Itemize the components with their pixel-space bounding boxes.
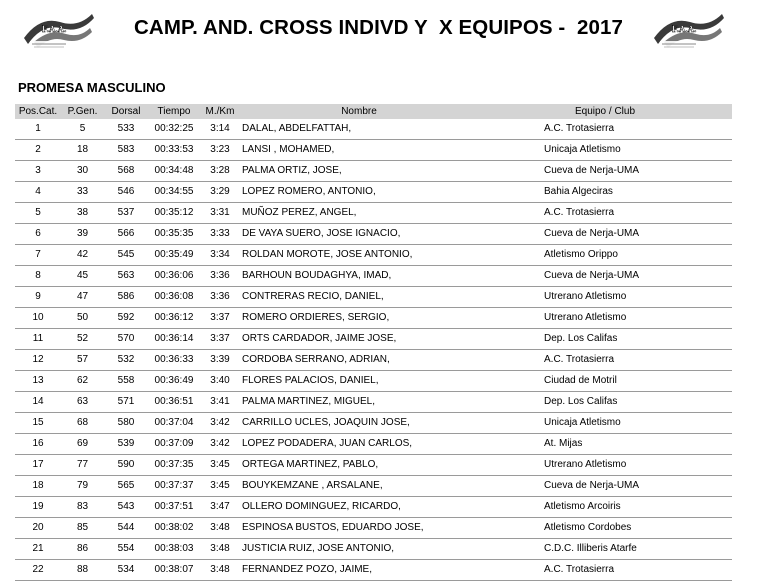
m-km-cell: 3:42 — [200, 413, 240, 434]
p-gen-cell: 77 — [61, 455, 104, 476]
dorsal-cell: 571 — [104, 392, 148, 413]
equipo-cell: A.C. Trotasierra — [478, 119, 732, 140]
tiempo-cell: 00:35:12 — [148, 203, 200, 224]
nombre-cell: DALAL, ABDELFATTAH, — [240, 119, 478, 140]
p-gen-cell: 38 — [61, 203, 104, 224]
tiempo-cell: 00:38:02 — [148, 518, 200, 539]
nombre-cell: FERNANDEZ POZO, JAIME, — [240, 560, 478, 581]
table-row — [15, 392, 732, 413]
m-km-cell: 3:48 — [200, 560, 240, 581]
equipo-cell: Bahia Algeciras — [478, 182, 732, 203]
tiempo-cell: 00:33:53 — [148, 140, 200, 161]
tiempo-cell: 00:36:12 — [148, 308, 200, 329]
table-row — [15, 182, 732, 203]
table-row — [15, 455, 732, 476]
tiempo-cell: 00:36:51 — [148, 392, 200, 413]
p-gen-cell: 18 — [61, 140, 104, 161]
dorsal-cell: 570 — [104, 329, 148, 350]
tiempo-cell: 00:36:49 — [148, 371, 200, 392]
dorsal-cell: 544 — [104, 518, 148, 539]
category-heading: PROMESA MASCULINO — [18, 80, 166, 95]
dorsal-cell: 592 — [104, 308, 148, 329]
pos-cat-cell: 19 — [15, 497, 61, 518]
nombre-cell: PALMA ORTIZ, JOSE, — [240, 161, 478, 182]
nombre-cell: ROLDAN MOROTE, JOSE ANTONIO, — [240, 245, 478, 266]
pos-cat-cell: 15 — [15, 413, 61, 434]
nombre-cell: LANSI , MOHAMED, — [240, 140, 478, 161]
header-nombre: Nombre — [240, 104, 478, 119]
p-gen-cell: 85 — [61, 518, 104, 539]
m-km-cell: 3:31 — [200, 203, 240, 224]
p-gen-cell: 30 — [61, 161, 104, 182]
dorsal-cell: 568 — [104, 161, 148, 182]
pos-cat-cell: 3 — [15, 161, 61, 182]
tiempo-cell: 00:36:14 — [148, 329, 200, 350]
m-km-cell: 3:42 — [200, 434, 240, 455]
m-km-cell: 3:29 — [200, 182, 240, 203]
pos-cat-cell: 22 — [15, 560, 61, 581]
table-row — [15, 161, 732, 182]
dorsal-cell: 586 — [104, 287, 148, 308]
p-gen-cell: 88 — [61, 560, 104, 581]
header-p-gen: P.Gen. — [61, 104, 104, 119]
m-km-cell: 3:37 — [200, 308, 240, 329]
equipo-cell: Utrerano Atletismo — [478, 308, 732, 329]
m-km-cell: 3:45 — [200, 455, 240, 476]
nombre-cell: CARRILLO UCLES, JOAQUIN JOSE, — [240, 413, 478, 434]
equipo-cell: Cueva de Nerja-UMA — [478, 224, 732, 245]
dorsal-cell: 545 — [104, 245, 148, 266]
dorsal-cell: 566 — [104, 224, 148, 245]
equipo-cell: Atletismo Arcoiris — [478, 497, 732, 518]
pos-cat-cell: 6 — [15, 224, 61, 245]
equipo-cell: Cueva de Nerja-UMA — [478, 476, 732, 497]
tiempo-cell: 00:32:25 — [148, 119, 200, 140]
faa-logo-right — [650, 8, 726, 54]
dorsal-cell: 539 — [104, 434, 148, 455]
m-km-cell: 3:36 — [200, 266, 240, 287]
table-row — [15, 539, 732, 560]
tiempo-cell: 00:37:35 — [148, 455, 200, 476]
m-km-cell: 3:40 — [200, 371, 240, 392]
table-row — [15, 434, 732, 455]
p-gen-cell: 45 — [61, 266, 104, 287]
nombre-cell: LOPEZ PODADERA, JUAN CARLOS, — [240, 434, 478, 455]
nombre-cell: BOUYKEMZANE , ARSALANE, — [240, 476, 478, 497]
nombre-cell: FLORES PALACIOS, DANIEL, — [240, 371, 478, 392]
table-row — [15, 203, 732, 224]
pos-cat-cell: 9 — [15, 287, 61, 308]
p-gen-cell: 86 — [61, 539, 104, 560]
pos-cat-cell: 17 — [15, 455, 61, 476]
p-gen-cell: 83 — [61, 497, 104, 518]
dorsal-cell: 534 — [104, 560, 148, 581]
tiempo-cell: 00:34:55 — [148, 182, 200, 203]
table-row — [15, 266, 732, 287]
equipo-cell: A.C. Trotasierra — [478, 203, 732, 224]
equipo-cell: Utrerano Atletismo — [478, 287, 732, 308]
table-row — [15, 308, 732, 329]
nombre-cell: BARHOUN BOUDAGHYA, IMAD, — [240, 266, 478, 287]
nombre-cell: LOPEZ ROMERO, ANTONIO, — [240, 182, 478, 203]
nombre-cell: CORDOBA SERRANO, ADRIAN, — [240, 350, 478, 371]
p-gen-cell: 42 — [61, 245, 104, 266]
p-gen-cell: 47 — [61, 287, 104, 308]
equipo-cell: Atletismo Orippo — [478, 245, 732, 266]
pos-cat-cell: 7 — [15, 245, 61, 266]
p-gen-cell: 79 — [61, 476, 104, 497]
tiempo-cell: 00:36:33 — [148, 350, 200, 371]
tiempo-cell: 00:37:04 — [148, 413, 200, 434]
m-km-cell: 3:47 — [200, 497, 240, 518]
pos-cat-cell: 12 — [15, 350, 61, 371]
table-row — [15, 497, 732, 518]
table-header-row — [15, 104, 732, 119]
equipo-cell: A.C. Trotasierra — [478, 560, 732, 581]
dorsal-cell: 554 — [104, 539, 148, 560]
table-row — [15, 518, 732, 539]
pos-cat-cell: 21 — [15, 539, 61, 560]
m-km-cell: 3:36 — [200, 287, 240, 308]
m-km-cell: 3:23 — [200, 140, 240, 161]
dorsal-cell: 565 — [104, 476, 148, 497]
m-km-cell: 3:14 — [200, 119, 240, 140]
tiempo-cell: 00:37:09 — [148, 434, 200, 455]
header-pos-cat: Pos.Cat. — [15, 104, 61, 119]
equipo-cell: Atletismo Cordobes — [478, 518, 732, 539]
p-gen-cell: 52 — [61, 329, 104, 350]
dorsal-cell: 590 — [104, 455, 148, 476]
equipo-cell: Ciudad de Motril — [478, 371, 732, 392]
equipo-cell: Unicaja Atletismo — [478, 140, 732, 161]
nombre-cell: DE VAYA SUERO, JOSE IGNACIO, — [240, 224, 478, 245]
tiempo-cell: 00:37:51 — [148, 497, 200, 518]
dorsal-cell: 537 — [104, 203, 148, 224]
nombre-cell: ROMERO ORDIERES, SERGIO, — [240, 308, 478, 329]
m-km-cell: 3:34 — [200, 245, 240, 266]
logo-text: F.A.A. — [672, 24, 697, 34]
tiempo-cell: 00:38:03 — [148, 539, 200, 560]
pos-cat-cell: 8 — [15, 266, 61, 287]
m-km-cell: 3:33 — [200, 224, 240, 245]
equipo-cell: Cueva de Nerja-UMA — [478, 161, 732, 182]
pos-cat-cell: 20 — [15, 518, 61, 539]
equipo-cell: Utrerano Atletismo — [478, 455, 732, 476]
p-gen-cell: 57 — [61, 350, 104, 371]
pos-cat-cell: 18 — [15, 476, 61, 497]
tiempo-cell: 00:34:48 — [148, 161, 200, 182]
table-row — [15, 350, 732, 371]
equipo-cell: Unicaja Atletismo — [478, 413, 732, 434]
pos-cat-cell: 10 — [15, 308, 61, 329]
nombre-cell: OLLERO DOMINGUEZ, RICARDO, — [240, 497, 478, 518]
table-row — [15, 329, 732, 350]
tiempo-cell: 00:38:07 — [148, 560, 200, 581]
dorsal-cell: 580 — [104, 413, 148, 434]
p-gen-cell: 39 — [61, 224, 104, 245]
header-dorsal: Dorsal — [104, 104, 148, 119]
nombre-cell: ESPINOSA BUSTOS, EDUARDO JOSE, — [240, 518, 478, 539]
equipo-cell: At. Mijas — [478, 434, 732, 455]
nombre-cell: ORTEGA MARTINEZ, PABLO, — [240, 455, 478, 476]
pos-cat-cell: 16 — [15, 434, 61, 455]
nombre-cell: MUÑOZ PEREZ, ANGEL, — [240, 203, 478, 224]
p-gen-cell: 33 — [61, 182, 104, 203]
pos-cat-cell: 2 — [15, 140, 61, 161]
table-row — [15, 140, 732, 161]
m-km-cell: 3:28 — [200, 161, 240, 182]
pos-cat-cell: 4 — [15, 182, 61, 203]
table-row — [15, 413, 732, 434]
pos-cat-cell: 1 — [15, 119, 61, 140]
equipo-cell: Cueva de Nerja-UMA — [478, 266, 732, 287]
tiempo-cell: 00:35:49 — [148, 245, 200, 266]
page-title: CAMP. AND. CROSS INDIVD Y X EQUIPOS - 2017 — [134, 16, 623, 39]
pos-cat-cell: 11 — [15, 329, 61, 350]
header-tiempo: Tiempo — [148, 104, 200, 119]
m-km-cell: 3:39 — [200, 350, 240, 371]
m-km-cell: 3:45 — [200, 476, 240, 497]
header-m-km: M./Km — [200, 104, 240, 119]
tiempo-cell: 00:35:35 — [148, 224, 200, 245]
header-equipo: Equipo / Club — [478, 104, 732, 119]
table-row — [15, 371, 732, 392]
equipo-cell: C.D.C. Illiberis Atarfe — [478, 539, 732, 560]
tiempo-cell: 00:37:37 — [148, 476, 200, 497]
table-row — [15, 224, 732, 245]
m-km-cell: 3:41 — [200, 392, 240, 413]
nombre-cell: PALMA MARTINEZ, MIGUEL, — [240, 392, 478, 413]
dorsal-cell: 583 — [104, 140, 148, 161]
m-km-cell: 3:48 — [200, 518, 240, 539]
p-gen-cell: 63 — [61, 392, 104, 413]
dorsal-cell: 532 — [104, 350, 148, 371]
dorsal-cell: 563 — [104, 266, 148, 287]
nombre-cell: ORTS CARDADOR, JAIME JOSE, — [240, 329, 478, 350]
table-row — [15, 476, 732, 497]
table-row — [15, 287, 732, 308]
equipo-cell: A.C. Trotasierra — [478, 350, 732, 371]
tiempo-cell: 00:36:08 — [148, 287, 200, 308]
table-row — [15, 560, 732, 581]
p-gen-cell: 68 — [61, 413, 104, 434]
p-gen-cell: 5 — [61, 119, 104, 140]
p-gen-cell: 69 — [61, 434, 104, 455]
p-gen-cell: 50 — [61, 308, 104, 329]
dorsal-cell: 558 — [104, 371, 148, 392]
equipo-cell: Dep. Los Califas — [478, 329, 732, 350]
nombre-cell: CONTRERAS RECIO, DANIEL, — [240, 287, 478, 308]
results-table — [15, 104, 732, 581]
p-gen-cell: 62 — [61, 371, 104, 392]
dorsal-cell: 533 — [104, 119, 148, 140]
table-row — [15, 245, 732, 266]
nombre-cell: JUSTICIA RUIZ, JOSE ANTONIO, — [240, 539, 478, 560]
m-km-cell: 3:48 — [200, 539, 240, 560]
logo-text: F.A.A. — [42, 24, 67, 34]
pos-cat-cell: 5 — [15, 203, 61, 224]
tiempo-cell: 00:36:06 — [148, 266, 200, 287]
pos-cat-cell: 13 — [15, 371, 61, 392]
dorsal-cell: 546 — [104, 182, 148, 203]
table-row — [15, 119, 732, 140]
equipo-cell: Dep. Los Califas — [478, 392, 732, 413]
pos-cat-cell: 14 — [15, 392, 61, 413]
m-km-cell: 3:37 — [200, 329, 240, 350]
dorsal-cell: 543 — [104, 497, 148, 518]
